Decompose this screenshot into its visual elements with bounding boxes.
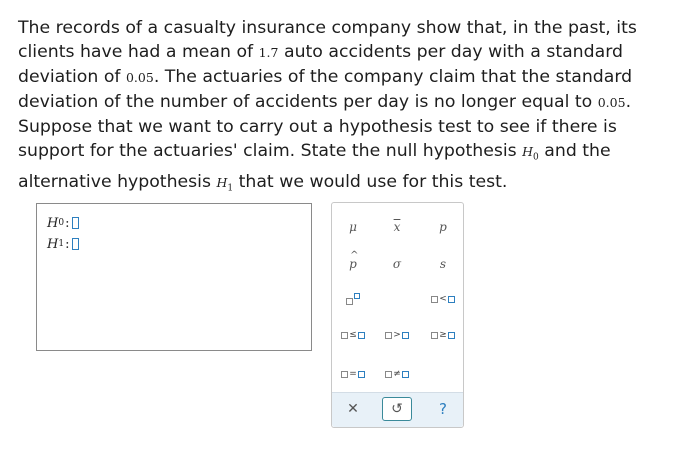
mu-button[interactable] — [338, 216, 368, 238]
palette-action-bar — [332, 392, 463, 427]
equals-label: = — [349, 369, 357, 379]
question-text — [18, 16, 686, 200]
sigma-button[interactable] — [382, 253, 412, 275]
answer-box — [36, 203, 312, 351]
not-equal-button[interactable] — [382, 363, 412, 385]
greater-equal-button[interactable] — [428, 324, 458, 346]
mu-label: μ — [349, 220, 357, 234]
question-text-part: auto accidents per day with a standard deviation of — [18, 42, 623, 87]
box-icon — [448, 332, 455, 339]
h0-subscript: 0 — [58, 218, 65, 228]
equals-button[interactable] — [338, 363, 368, 385]
base-box-icon — [346, 298, 353, 305]
undo-button[interactable] — [382, 397, 412, 421]
xbar-label: $\overline{x}$ — [393, 220, 401, 234]
box-icon — [402, 332, 409, 339]
not-equal-label: ≠ — [393, 369, 401, 379]
box-icon — [402, 371, 409, 378]
exponent-box-icon — [354, 293, 360, 299]
question-text-part: . The actuaries of the company claim that the standard deviation of the number of accidents per day is no longer equal to — [18, 67, 633, 112]
alt-hypothesis-input[interactable] — [72, 238, 79, 250]
phat-button[interactable] — [338, 253, 368, 275]
alt-hypothesis-line — [47, 235, 79, 253]
null-hypothesis-symbol: $H_0$ — [522, 144, 539, 163]
sigma-label: σ — [392, 257, 402, 271]
phat-label: ^ p — [349, 257, 357, 271]
h1-colon: : — [65, 236, 70, 252]
h0-colon: : — [65, 215, 70, 231]
greater-than-button[interactable] — [382, 324, 412, 346]
box-icon — [341, 332, 348, 339]
h0-letter: H — [47, 215, 59, 231]
sd-claim-value: 0.05 — [597, 95, 626, 110]
symbol-palette — [331, 202, 464, 428]
alt-hypothesis-symbol: $H_1$ — [216, 174, 234, 193]
box-icon — [431, 332, 438, 339]
s-label: s — [439, 257, 447, 271]
box-icon — [385, 332, 392, 339]
box-icon — [358, 332, 365, 339]
s-button[interactable] — [428, 253, 458, 275]
h1-letter: H — [47, 236, 59, 252]
box-icon — [385, 371, 392, 378]
less-than-button[interactable] — [428, 288, 458, 310]
close-icon: ✕ — [347, 401, 359, 417]
p-label: p — [439, 220, 447, 234]
question-text-part: and the alternative hypothesis — [18, 141, 611, 192]
undo-icon: ↺ — [391, 401, 403, 417]
greater-than-label: > — [393, 330, 401, 340]
box-icon — [431, 296, 438, 303]
box-icon — [358, 371, 365, 378]
question-text-part: that we would use for this test. — [233, 171, 508, 192]
question-text-part: . Suppose that we want to carry out a hypothesis test to see if there is support for the actuaries' claim. State the null hypothesis — [18, 92, 632, 161]
null-hypothesis-line — [47, 214, 79, 232]
question-text-part: The records of a casualty insurance company show that, in the past, its clients have had a mean of — [18, 18, 637, 62]
less-equal-button[interactable] — [338, 324, 368, 346]
p-button[interactable] — [428, 216, 458, 238]
box-icon — [448, 296, 455, 303]
clear-button[interactable] — [338, 397, 368, 421]
mean-value: 1.7 — [258, 45, 279, 60]
h1-subscript: 1 — [58, 239, 65, 249]
help-button[interactable] — [428, 397, 458, 421]
less-equal-label: ≤ — [349, 330, 357, 340]
help-icon: ? — [439, 400, 447, 418]
xbar-button[interactable] — [382, 216, 412, 238]
greater-equal-label: ≥ — [439, 330, 447, 340]
null-hypothesis-input[interactable] — [72, 217, 79, 229]
sd-value: 0.05 — [125, 70, 154, 85]
box-icon — [341, 371, 348, 378]
less-than-label: < — [439, 294, 447, 304]
superscript-button[interactable] — [338, 288, 368, 310]
